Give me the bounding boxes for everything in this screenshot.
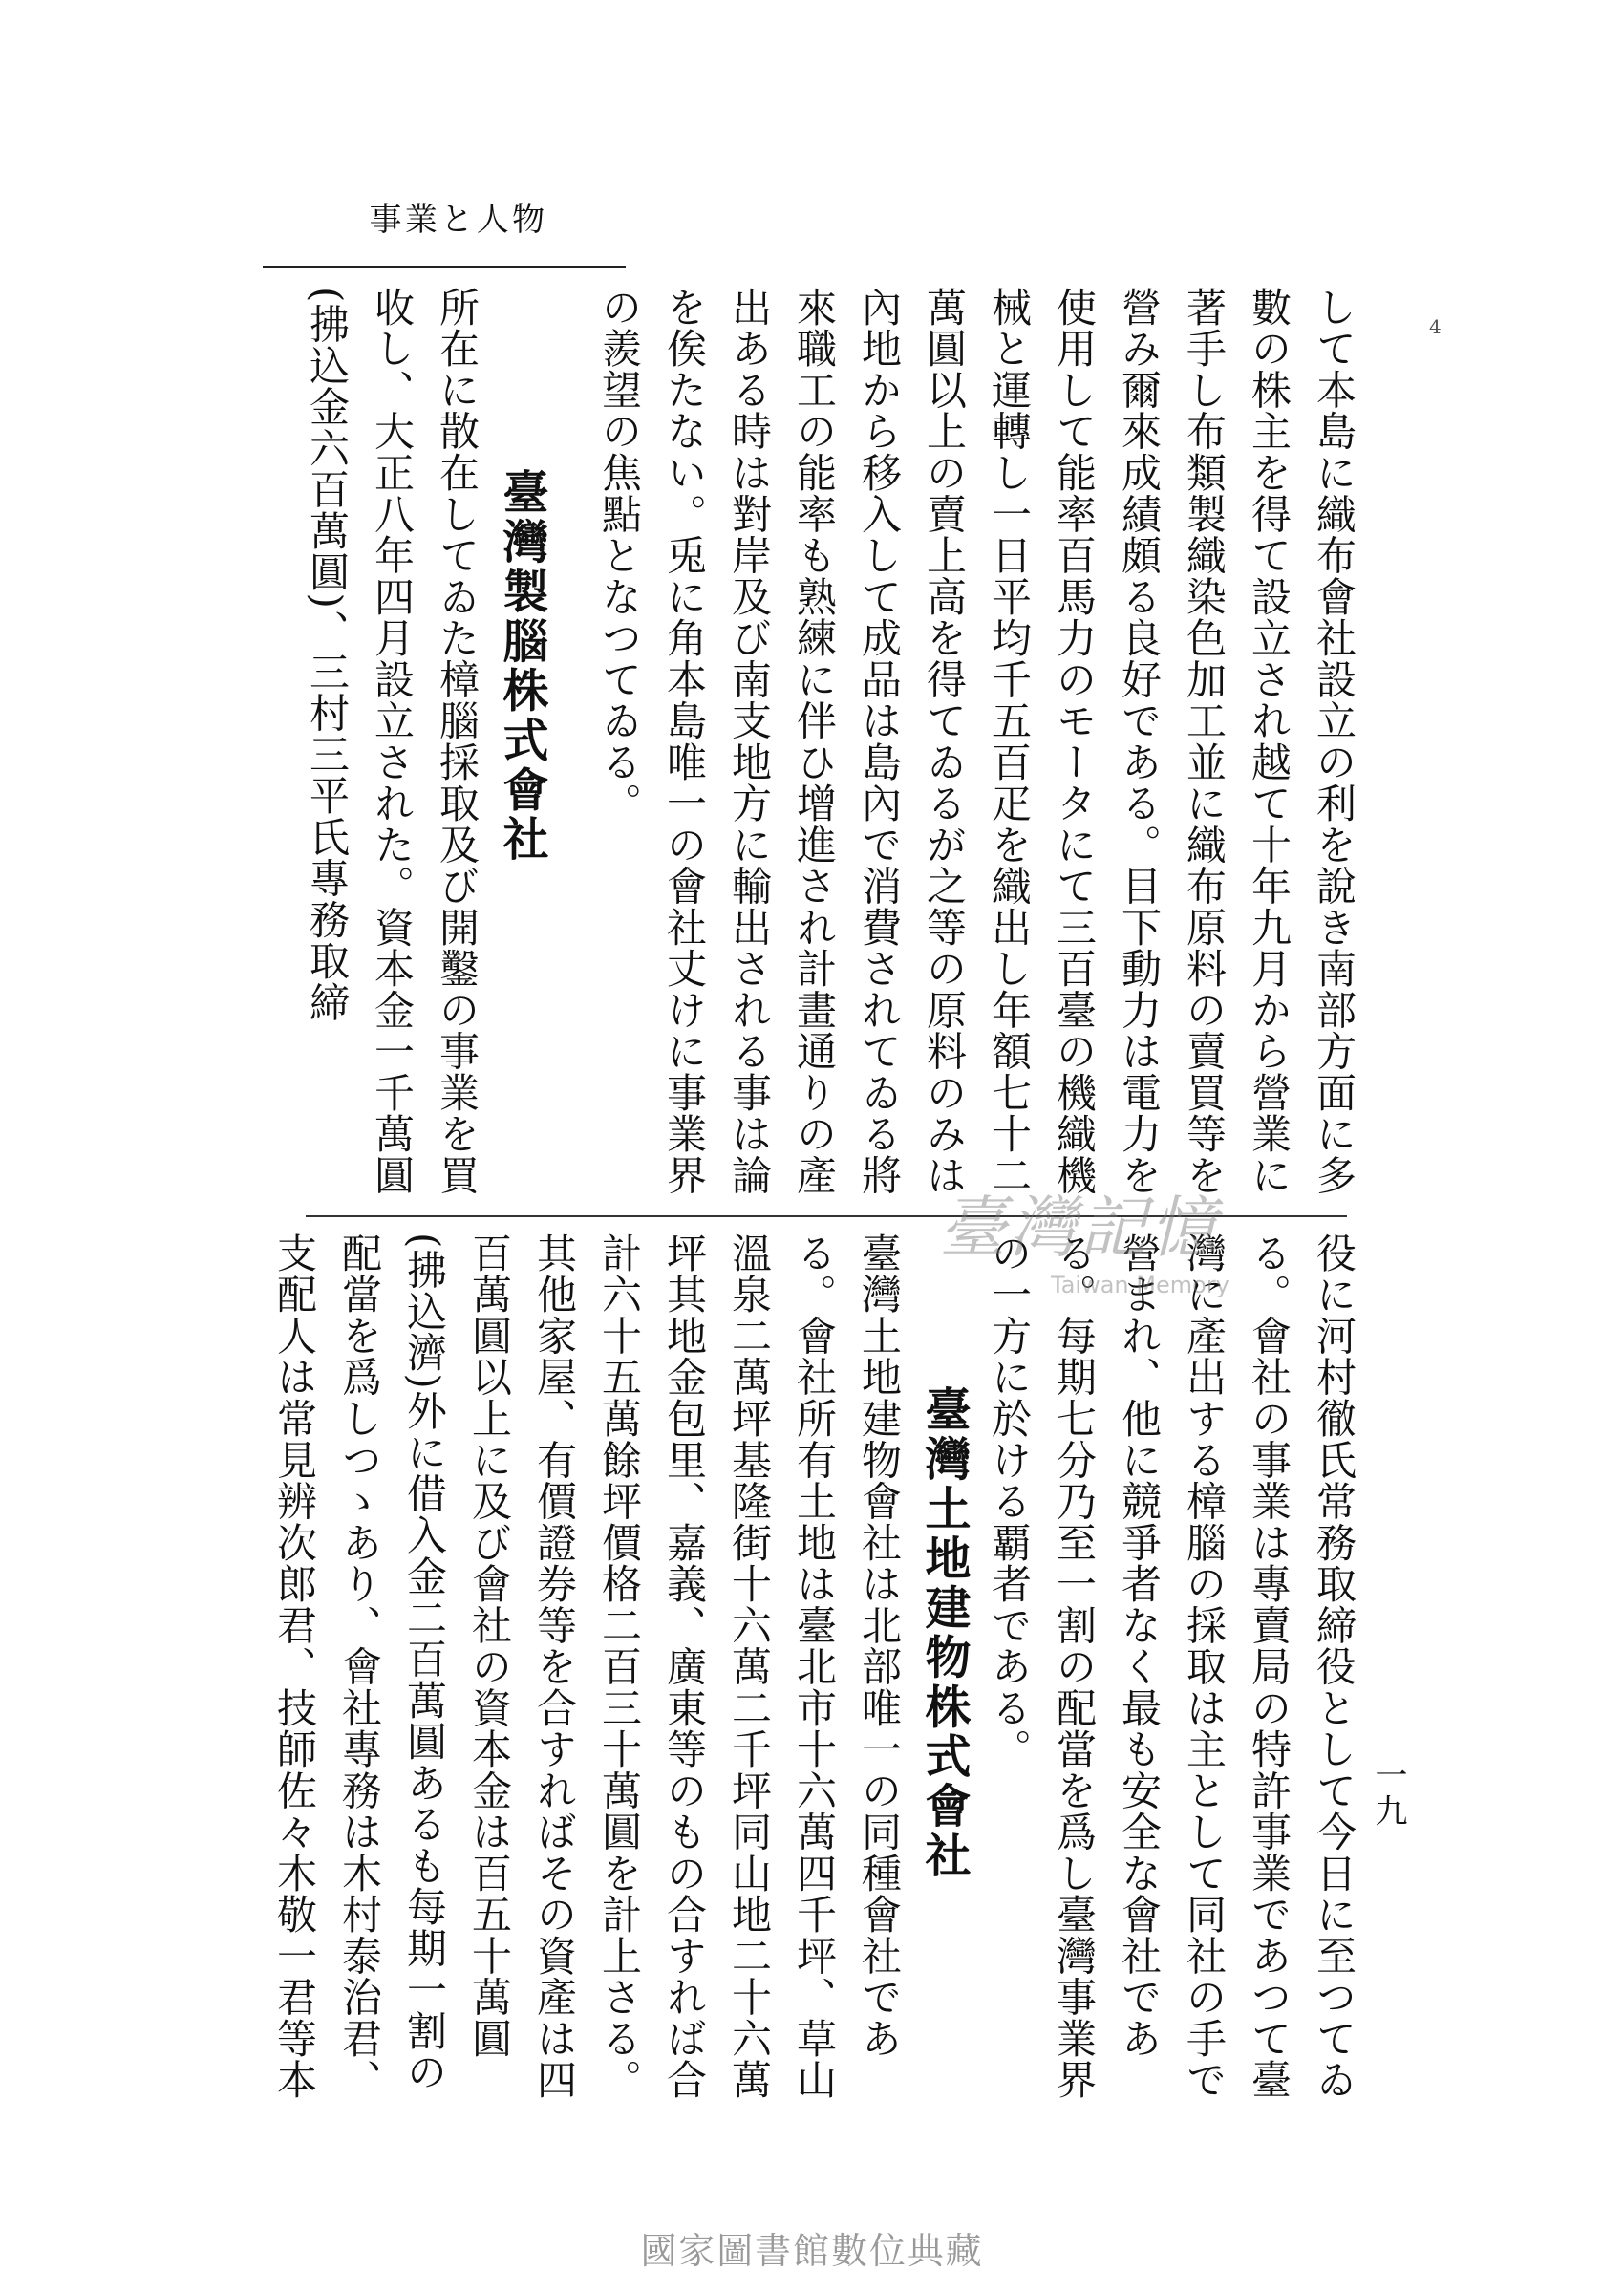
section-heading-camphor: 臺灣製腦株式會社	[495, 468, 548, 865]
header-rule	[263, 266, 626, 268]
taiwan-memory-watermark	[908, 1185, 1251, 1309]
watermark-main-text: 臺灣記憶	[939, 1189, 1220, 1267]
bottom-text-block	[271, 1232, 1366, 2102]
page-number: 一九	[1369, 1758, 1407, 1830]
land-paragraph: 臺灣土地建物會社は北部唯一の同種會社である。會社所有土地は臺北市十六萬四千坪、草山溫泉二萬坪基隆街十六萬二千坪同山地二十六萬坪其地金包里、嘉義、廣東等のもの合すれば合計六十五萬餘坪價格二百三十萬圓を計上さる。其他家屋、有價證券等を合すればその資產は四百萬圓以上に及び會社の資本金は百五十萬圓(拂込濟)外に借入金二百萬圓あるも每期一割の配當を爲しつゝあり、會社專務は木村泰治君、支配人は常見辨次郎君、技師佐々木敬一君等本	[271, 1232, 903, 2101]
section-heading-land: 臺灣土地建物株式會社	[917, 1385, 971, 1881]
watermark-sub-text: Taiwan Memory	[1051, 1272, 1229, 1298]
top-left-text-block	[296, 287, 554, 1204]
camphor-paragraph: 所在に散在してゐた樟腦採取及び開鑿の事業を買收し、大正八年四月設立された。資本金一千萬圓(拂込金六百萬圓)、三村三平氏專務取締	[304, 287, 481, 1196]
body-paragraph: して本島に織布會社設立の利を說き南部方面に多數の株主を得て設立され越て十年九月から營業に著手し布類製織染色加工並に織布原料の賣買等を營み爾來成績頗る良好である。目下動力は電力を使用して能率百馬力のモータにて三百臺の機織機械と運轉し一日平均千五百疋を織出し年額七十二萬圓以上の賣上高を得てゐるが之等の原料のみは內地から移入して成品は島內で消費されてゐる將來職工の能率も熟練に伴ひ增進され計畫通りの產出ある時は對岸及び南支地方に輸出される事は論を俟たない。兎に角本島唯一の會社丈けに事業界の羨望の焦點となつてゐる。	[596, 287, 1357, 1196]
margin-mark: 4	[1429, 315, 1442, 338]
continuation-paragraph: 役に河村徹氏常務取締役として今日に至つてゐる。會社の事業は專賣局の特許事業であつて臺灣に產出する樟腦の採取は主として同社の手で營まれ、他に競爭者なく最も安全な會社である。每期七分乃至一割の配當を爲し臺灣事業界の一方に於ける覇者である。	[986, 1232, 1357, 2101]
top-right-text-block	[596, 287, 1366, 1204]
running-header: 事業と人物	[369, 201, 548, 239]
footer-attribution: 國家圖書館數位典藏	[640, 2230, 984, 2272]
